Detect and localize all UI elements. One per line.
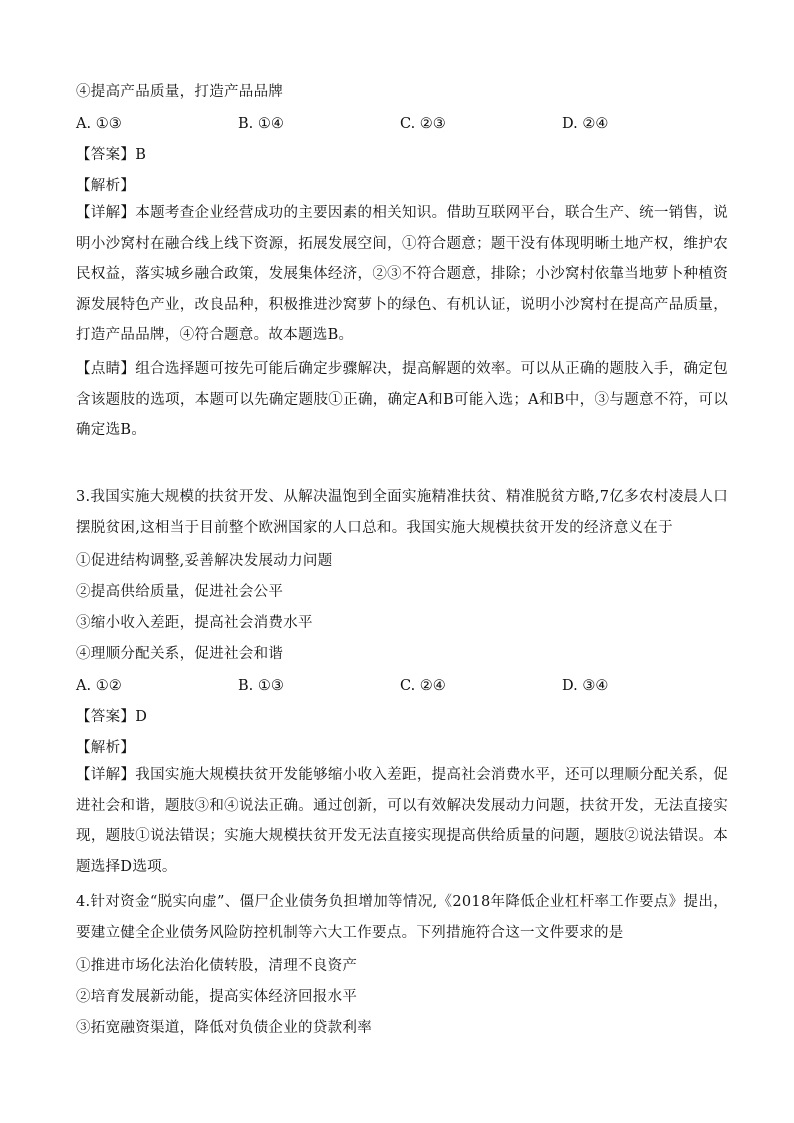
q3-detail: 【详解】我国实施大规模扶贫开发能够缩小收入差距，提高社会消费水平，还可以理顺分配关系，促进社会和谐，题肢③和④说法正确。通过创新，可以有效解决发展动力问题，扶贫开发，无法直接实现，题肢①说法错误；实施大规模扶贫开发无法直接实现提高供给质量的问题，题肢②说法错误。本题选择D选项。	[76, 767, 728, 875]
q4-statement-1: ①推进市场化法治化债转股，清理不良资产	[76, 958, 358, 974]
q4-statement-2: ②培育发展新动能，提高实体经济回报水平	[76, 989, 358, 1005]
q2-detail: 【详解】本题考查企业经营成功的主要因素的相关知识。借助互联网平台，联合生产、统一销售，说明小沙窝村在融合线上线下资源，拓展发展空间，①符合题意；题干没有体现明晰土地产权，维护农民权益，落实城乡融合政策，发展集体经济，②③不符合题意，排除；小沙窝村依靠当地萝卜种植资源发展特色产业，改良品种，积极推进沙窝萝卜的绿色、有机认证，说明小沙窝村在提高产品质量，打造产品品牌，④符合题意。故本题选B。	[76, 205, 728, 343]
q4-stem: 4.针对资金“脱实向虚”、僵尸企业债务负担增加等情况,《2018年降低企业杠杆率工作要点》提出，要建立健全企业债务风险防控机制等六大工作要点。下列措施符合这一文件要求的是	[76, 894, 728, 941]
q3-option-d: D. ③④	[562, 678, 609, 694]
q2-option-a: A. ①③	[76, 116, 122, 132]
q2-option-c: C. ②③	[400, 116, 446, 132]
q2-statement-4: ④提高产品质量，打造产品品牌	[76, 84, 284, 100]
q2-answer: 【答案】B	[76, 147, 147, 163]
q3-statement-2: ②提高供给质量，促进社会公平	[76, 584, 284, 600]
q2-tip: 【点睛】组合选择题可按先可能后确定步骤解决，提高解题的效率。可以从正确的题肢入手，确定包含该题肢的选项，本题可以先确定题肢①正确，确定A和B可能入选；A和B中，③与题意不符，可以确定选B。	[76, 361, 728, 438]
q2-option-d: D. ②④	[562, 116, 609, 132]
q3-option-c: C. ②④	[400, 678, 446, 694]
q3-statement-1: ①促进结构调整,妥善解决发展动力问题	[76, 553, 333, 569]
q3-option-b: B. ①③	[238, 678, 284, 694]
q3-option-a: A. ①②	[76, 678, 122, 694]
q3-statement-4: ④理顺分配关系，促进社会和谐	[76, 646, 284, 662]
q3-analysis-heading: 【解析】	[76, 740, 136, 756]
q2-options	[76, 114, 726, 134]
q4-statement-3: ③拓宽融资渠道，降低对负债企业的贷款利率	[76, 1020, 372, 1036]
q2-option-b: B. ①④	[238, 116, 284, 132]
q3-statement-3: ③缩小收入差距，提高社会消费水平	[76, 615, 313, 631]
q3-answer: 【答案】D	[76, 709, 148, 725]
q2-analysis-heading: 【解析】	[76, 178, 136, 194]
q3-stem: 3.我国实施大规模的扶贫开发、从解决温饱到全面实施精准扶贫、精准脱贫方略,7亿多农村凌晨人口摆脱贫困,这相当于目前整个欧洲国家的人口总和。我国实施大规模扶贫开发的经济意义在于	[76, 489, 728, 536]
q3-options	[76, 676, 726, 696]
